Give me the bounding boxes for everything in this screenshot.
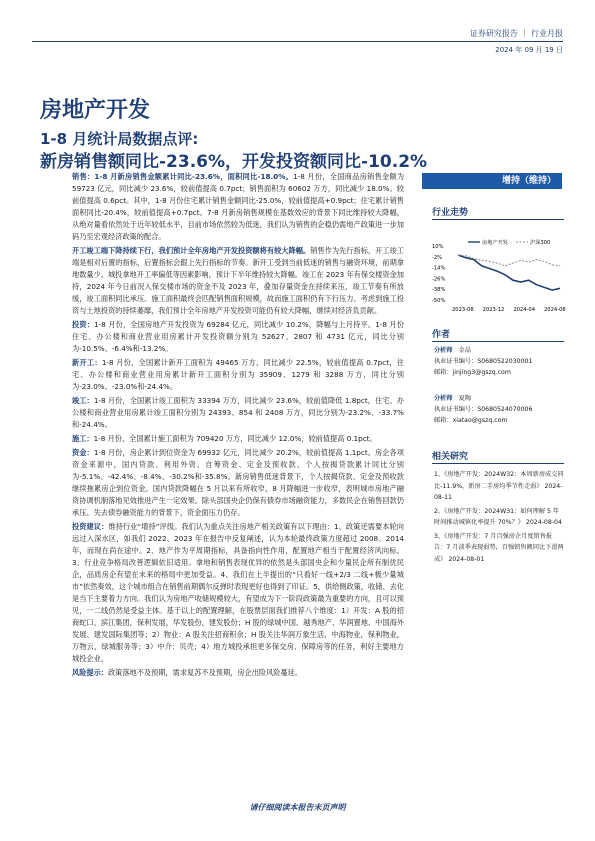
paragraph-advice [72,521,404,665]
related-divider [432,463,564,464]
text-outlook: 销售作为先行指标，开工竣工端是相对后置的指标，后置指标会跟上先行指标的节奏。新开工受到当前低迷的销售与融资环境，前期拿地数量少、城投拿地开工率偏低等因素影响，预计下半年维持较大降幅。竣工在 2023 年有保交楼资金加持，2024 年今日前况入保交楼市场的资金不及 2023 年，叠加存量资金在持续来压，竣工节奏有所放缓，竣工面积同比承压。施工面积最终会匹配销售面积规模，故而施工面积仍有下行压力。考虑到施工投资与土地投资的持续萎靡，我们预计全年房地产开发投资可能仍有较大降幅，继续对经济负贡献。 [72,246,404,315]
legend-house-label: 房地产开发 [482,240,508,246]
text-investment: 1-8 月份，全国房地产开发投资为 69284 亿元，同比减少 10.2%，降幅与上月持平。1-8 月份住宅、办公楼和商业营业用房累计开发投资额分别为 52627、2807 和 4731 亿元，同比分别为-10.5%、-6.4%和-13.2%。 [72,320,404,353]
lead-risk: 风险提示： [72,668,108,677]
text-funds: 1-8 月份，房企累计到位资金为 69932 亿元，同比减少 20.2%，较前值提高 1.1pct。房企各项资金来源中，国内贷款、利用外资、自筹资金、定金及预收款、个人按揭贷款累计同比分别为-5.1%、-42.4%、-8.4%、-30.2%和-35.8%。新房销售低迷背景下，个人按揭贷款、定金及预收款继续拖累房企到位资金。国内贷款降幅在 5 月以来有所收窄，8 月降幅进一步收窄，表明城市房地产融资协调机制落地见效推进产生一定效果。除头部国央企仍保有债券市场融资能力，多数民企在销售回款仍承压、失去债券融资能力的背景下，资金面压力仍存。 [72,448,404,517]
lead-new-start: 新开工： [72,358,102,367]
paragraph-risk [72,667,404,679]
paragraph-sales [72,171,404,243]
trend-title: 行业走势 [432,208,469,218]
related-list [434,469,564,567]
rating-label: 增持（维持） [501,176,556,186]
series-house-line [458,255,560,290]
lead-sales: 销售：1-8 月新房销售金额累计同比-23.6%，面积同比-18.0%。 [72,172,294,181]
paragraph-investment [72,319,404,355]
y-tick-label: -50% [432,298,446,304]
y-tick-label: -26% [432,276,446,283]
license-label: 执业证书编号： [434,358,478,365]
related-item[interactable]: 2、《房地产开发：2024W31：如何理解 5 年时间推动城镇化率提升 70%？》 2024-08-04 [434,507,562,526]
email-label: 邮箱： [434,369,453,376]
footer-disclaimer: 请仔细阅读本报告末页声明 [249,803,346,812]
lead-advice: 投资建议： [72,522,109,531]
related-item[interactable]: 3、《房地产开发：7 月百强房企月度销售报告：7 月淡季表现弱势，百强销售额同比下滑两成》 2024-08-01 [434,532,564,563]
lead-investment: 投资： [72,320,95,329]
y-tick-label: -14% [432,265,446,272]
paragraph-construction [72,433,404,445]
legend-hs300-label: 沪深300 [530,240,551,246]
analyst-name: 夏陶 [458,395,471,402]
analyst-1 [434,345,564,378]
trend-divider [432,219,564,220]
text-risk: 政策落地不及预期，需求复苏不及预期，房企出险风险蔓延。 [107,668,303,677]
text-advice: 维持行业“增持”评级。我们认为重点关注房地产相关政策有以下理由：1、政策还需要本轮向远过入深水区，如我们 2022、2023 年在报告中反复阐述，认为本轮最终政策力度超过 2008、2014 年，而现在尚在途中。2、地产作为平周期指标，具备指向性作用，配置地产相当于配置经济风向标。3、行业竞争格局改善逻辑依旧适用。拿地和销售表现优异的依然是头部国央企和少量民企所有制优民企，品质房企有望在未来的格局中更加受益。4、我们在上半提出的“只看好一线+2/3 二线+极少量城市”依然奏效，这个城市组合在销售前期偶尔反弹时表现更好也得到了印证。5、供给侧政策，收储、去化是当下主要着力方向。我们认为房地产收储规模较大，有望成为下一阶段政策最为重要的方向，且可以预见，一二线仍然是受益主体。基于以上的配置理解，在股票层面我们推荐八个维度：1）开发：A 股的招商蛇口、滨江集团，保利发展，华发股份，建发股份；H 股的绿城中国、越秀地产、华润置地、中国海外发展、建发国际集团等；2）物业：A 股关注招商积余；H 股关注华润万象生活，中海物业，保利物业，万物云，绿城服务等；3）中介：贝壳；4）地方城投承担更多保交房、保障房等的任务，利好主要地方城投企业。 [72,522,404,663]
lead-funds: 资金： [72,448,94,457]
report-subtitle: 1-8 月统计局数据点评: [40,130,199,148]
y-tick-label: -38% [432,287,446,294]
paragraph-funds [72,447,404,519]
header-divider [32,41,563,42]
analyst-email-link[interactable]: xiatao@gszq.com [452,417,508,424]
related-item[interactable]: 1、《房地产开发：2024W32：本周新房成交同比-11.9%，新房二手房均季节性走弱》 2024-08-11 [434,471,564,501]
email-label: 邮箱： [434,417,453,424]
lead-construction: 施工： [72,434,94,443]
analyst-role: 分析师 [434,395,453,402]
lead-completion: 竣工： [72,396,94,405]
rating-badge [422,173,562,189]
text-new-start: 1-8 月份，全国累计新开工面积为 49465 万方，同比减少 22.5%，较前值提高 0.7pct，住宅、办公楼和商业营业用房累计新开工面积分别为 35909、1279 和 3288 万方，同比分别为-23.0%、-23.0%和-24.4%。 [72,358,404,391]
related-title: 相关研究 [432,452,469,462]
text-sales: 1-8 月份，全国商品房销售金额为 59723 亿元，同比减少 23.6%，较前值提高 0.7pct；销售面积为 60602 万方，同比减少 18.0%。较前值提高 0.6pct。其中，1-8 月份住宅累计销售金额同比-25.0%，较前值提高+0.9pct；住宅累计销售面积同比-20.4%，较前值提高+0.7pct。7-8 月新房销售规模在基数效应的背景下同比维持较大降幅，从绝对量看依然处于近年较低水平，目前市场依然较为低迷，我们认为销售的企稳仍需地产政策进一步加码乃至宏观经济政策的配合。 [72,172,405,241]
license-number: S0680522030001 [477,358,533,365]
trend-chart [432,232,566,316]
report-type: 证券研究报告 ｜ 行业月报 [469,29,563,38]
x-tick-label: 2024-08 [544,307,566,313]
analysts-divider [432,341,564,342]
x-tick-label: 2023-12 [482,307,505,313]
paragraph-completion [72,395,404,431]
analyst-email-link[interactable]: jinjing3@gszq.com [452,369,511,376]
analysts-title: 作者 [432,330,451,340]
paragraph-outlook [72,245,404,317]
paragraph-new-start [72,357,404,393]
x-tick-label: 2024-04 [513,307,536,313]
license-number: S0680524070006 [477,406,533,413]
y-tick-label: -2% [432,254,443,261]
x-tick-label: 2023-08 [452,307,474,313]
text-construction: 1-8 月份，全国累计施工面积为 709420 万方，同比减少 12.0%，较前值提高 0.1pct。 [93,434,377,443]
license-label: 执业证书编号： [434,406,478,413]
series-hs300-line [458,255,560,266]
industry-title: 房地产开发 [40,97,151,123]
analyst-name: 金晶 [458,347,471,354]
report-headline: 新房销售额同比-23.6%，开发投资额同比-10.2% [40,152,428,172]
main-body [72,171,404,681]
y-tick-label: 10% [432,244,444,250]
text-completion: 1-8 月份，全国累计竣工面积为 33394 万方，同比减少 23.6%，较前值降低 1.8pct，住宅、办公楼和商业营业用房累计竣工面积分别为 24393、854 和 2408 万方，同比分别为-23.2%、-33.7%和-24.4%。 [72,396,404,429]
report-date: 2024 年 09 月 19 日 [495,46,563,54]
analyst-2 [434,393,564,426]
lead-outlook: 开工竣工端下降持续下行，我们预计全年房地产开发投资额将有较大降幅。 [72,246,311,255]
analyst-role: 分析师 [434,347,453,354]
